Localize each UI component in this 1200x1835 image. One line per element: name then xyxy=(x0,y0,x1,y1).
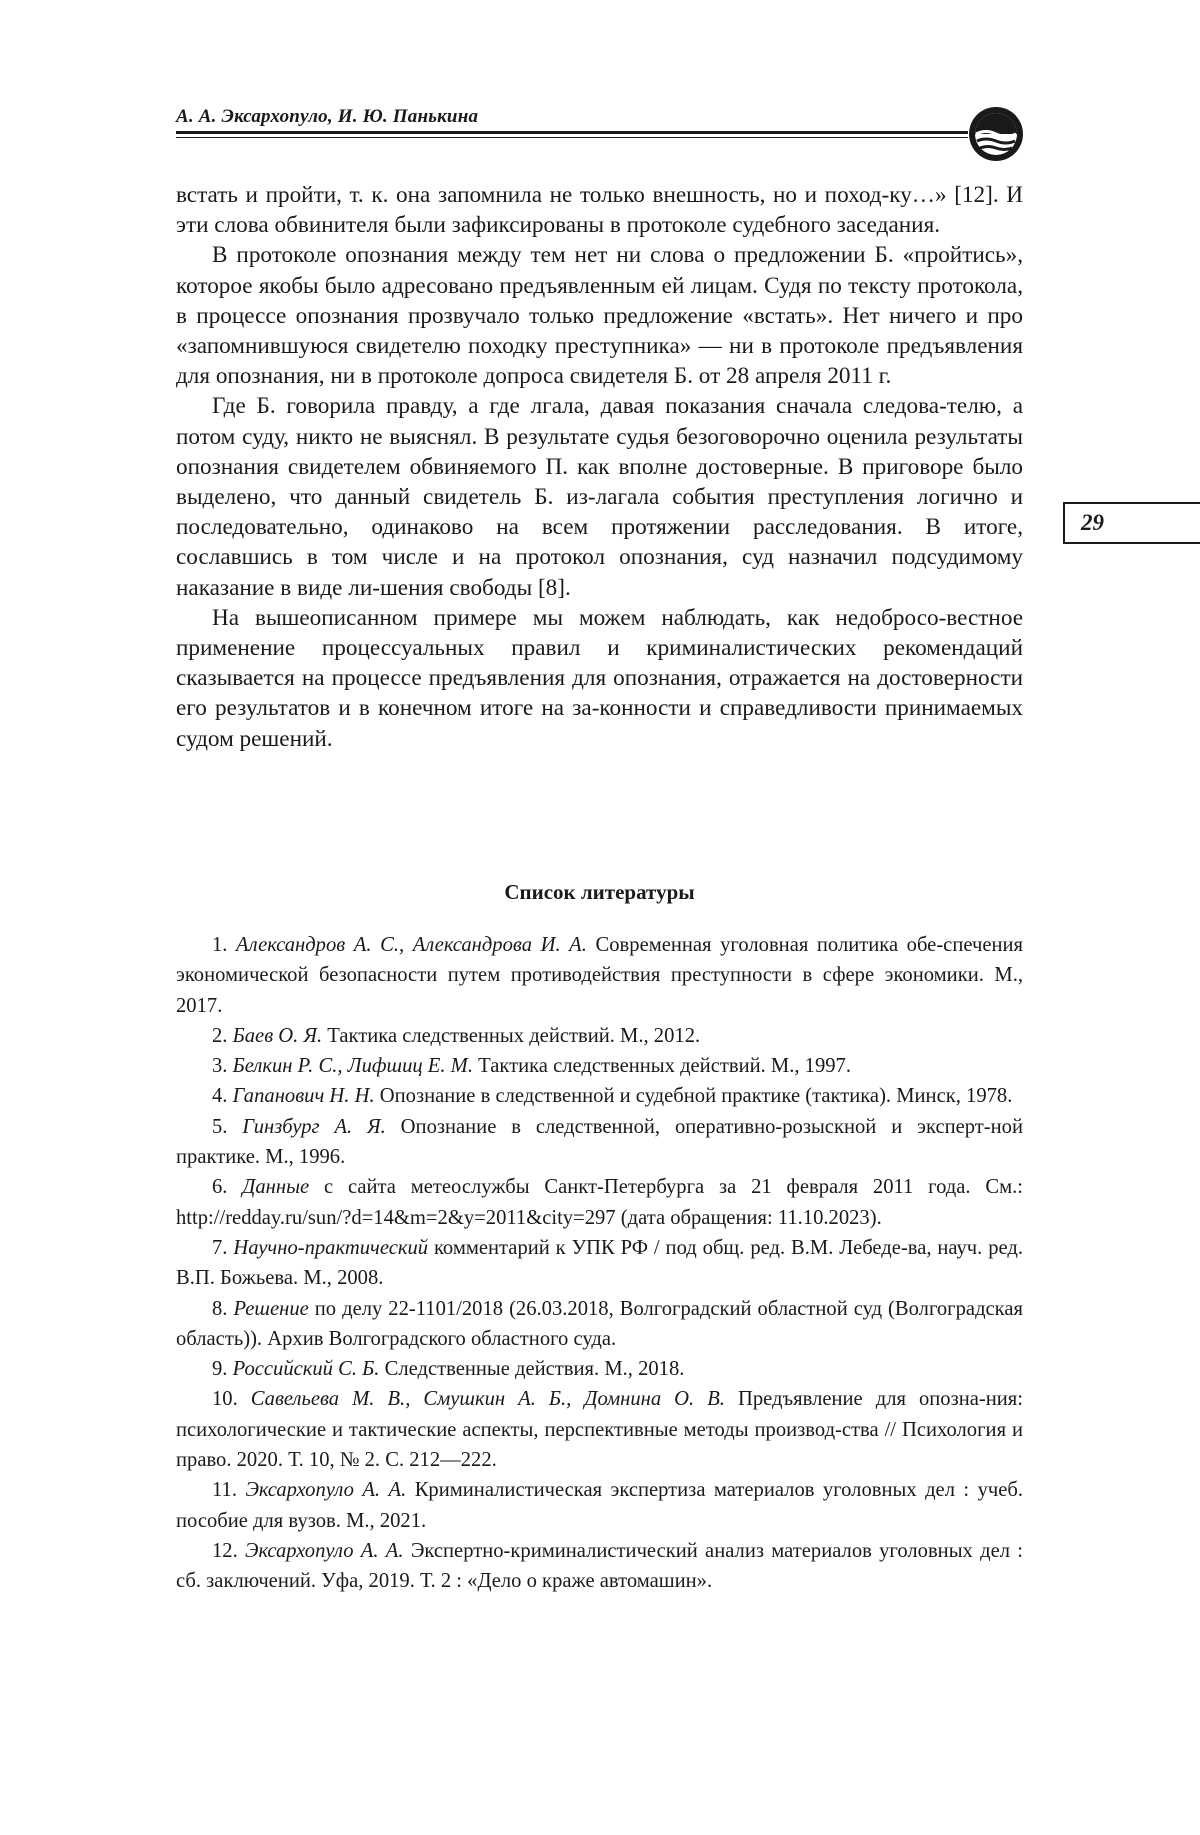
reference-item: 10. Савельева М. В., Смушкин А. Б., Домнина О. В. Предъявление для опозна-ния: психологические и тактические аспекты, перспективные методы производ-ства // Психология и право. 2020. Т. 10, № 2. С. 212—222. xyxy=(176,1388,1023,1472)
body-paragraph: встать и пройти, т. к. она запомнила не только внешность, но и поход-ку…» [12]. И эти слова обвинителя были зафиксированы в протоколе судебного заседания. xyxy=(176,182,1023,239)
reference-item: 3. Белкин Р. С., Лифшиц Е. М. Тактика следственных действий. М., 1997. xyxy=(212,1055,851,1078)
reference-item: 12. Эксархопуло А. А. Экспертно-криминалистический анализ материалов уголовных дел : сб. заключений. Уфа, 2019. Т. 2 : «Дело о краже автомашин». xyxy=(176,1539,1024,1593)
references-list xyxy=(176,930,1023,1597)
reference-item: 8. Решение по делу 22-1101/2018 (26.03.2018, Волгоградский областной суд (Волгоградская область)). Архив Волгоградского областного суда. xyxy=(176,1297,1023,1350)
reference-item: 1. Александров А. С., Александрова И. А. Современная уголовная политика обе-спечения экономической безопасности путем противодействия преступности в сфере экономики. М., 2017. xyxy=(176,934,1023,1017)
references-title: Список литературы xyxy=(504,880,695,904)
article-body xyxy=(176,180,1023,754)
reference-item: 5. Гинзбург А. Я. Опознание в следственной, оперативно-розыскной и эксперт-ной практике. М., 1996. xyxy=(176,1115,1023,1169)
body-paragraph: Где Б. говорила правду, а где лгала, давая показания сначала следова-телю, а потом суду, никто не выяснял. В результате судья безоговорочно оценила результаты опознания свидетелем обвиняемого П. как вполне достоверные. В приговоре было выделено, что данный свидетель Б. из-лагала события преступления логично и последовательно, одинаково на всем протяжении расследования. В итоге, сославшись в том числе и на протокол опознания, суд назначил подсудимому наказание в виде ли-шения свободы [8]. xyxy=(176,393,1023,601)
reference-item: 6. Данные с сайта метеослужбы Санкт-Петербурга за 21 февраля 2011 года. См.: http://redday.ru/sun/?d=14&m=2&y=2011&city=297 (дата обращения: 11.10.2023). xyxy=(176,1176,1023,1229)
header-rule xyxy=(176,131,968,134)
reference-item: 11. Эксархопуло А. А. Криминалистическая экспертиза материалов уголовных дел : учеб. пособие для вузов. М., 2021. xyxy=(176,1479,1023,1532)
journal-logo-icon xyxy=(966,104,1026,164)
running-header: А. А. Эксархопуло, И. Ю. Панькина xyxy=(176,106,479,127)
reference-item: 9. Российский С. Б. Следственные действия. М., 2018. xyxy=(212,1358,685,1381)
body-paragraph: На вышеописанном примере мы можем наблюдать, как недобросо-вестное применение процессуальных правил и криминалистических рекомендаций сказывается на процессе предъявления для опознания, отражается на достоверности его результатов и в конечном итоге на за-конности и справедливости принимаемых судом решений. xyxy=(176,604,1023,752)
page-number-tab xyxy=(1063,502,1200,544)
reference-item: 7. Научно-практический комментарий к УПК РФ / под общ. ред. В.М. Лебеде-ва, науч. ред. В.П. Божьева. М., 2008. xyxy=(176,1236,1023,1290)
header-rule-thin xyxy=(176,137,968,138)
reference-item: 2. Баев О. Я. Тактика следственных действий. М., 2012. xyxy=(212,1024,701,1047)
page-number: 29 xyxy=(1081,510,1104,535)
reference-item: 4. Гапанович Н. Н. Опознание в следственной и судебной практике (тактика). Минск, 1978. xyxy=(212,1085,1013,1108)
body-paragraph: В протоколе опознания между тем нет ни слова о предложении Б. «пройтись», которое якобы было адресовано предъявленным ей лицам. Судя по тексту протокола, в процессе опознания прозвучало только предложение «встать». Нет ничего и про «запомнившуюся свидетелю походку преступника» — ни в протоколе предъявления для опознания, ни в протоколе допроса свидетеля Б. от 28 апреля 2011 г. xyxy=(176,242,1023,390)
